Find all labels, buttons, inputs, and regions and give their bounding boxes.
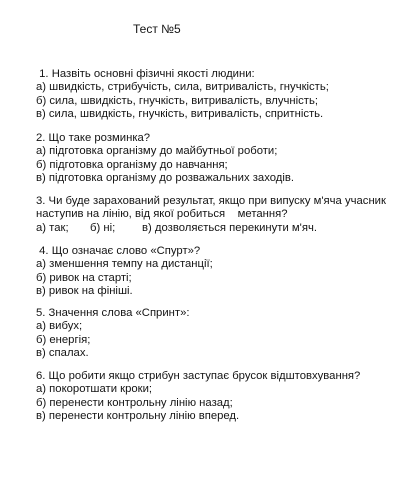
- question-4: [36, 245, 401, 298]
- question-4-text: 4. Що означає слово «Спурт»?: [36, 245, 201, 257]
- question-5-option-c: в) спалах.: [36, 346, 89, 359]
- question-5: [36, 307, 401, 360]
- question-2-text: 2. Що таке розминка?: [36, 132, 151, 144]
- question-3-option-c: в) дозволяється перекинути м'яч.: [142, 221, 317, 234]
- question-5-option-a: а) вибух;: [36, 320, 83, 333]
- question-1: [36, 68, 401, 121]
- question-1-option-a: а) швидкість, стрибучість, сила, витривалість, гнучкість;: [36, 81, 329, 94]
- question-1-text: 1. Назвіть основні фізичні якості людини:: [36, 68, 255, 80]
- question-1-option-b: б) сила, швидкість, гнучкість, витривалість, влучність;: [36, 94, 319, 107]
- question-3-option-a: а) так;: [36, 221, 69, 234]
- question-3-text-line-2: наступив на лінію, від якої робиться метання?: [36, 208, 288, 221]
- question-3-options: [36, 222, 401, 235]
- question-1-option-c: в) сила, швидкість, гнучкість, витривалість, спритність.: [36, 107, 324, 120]
- question-2-option-b: б) підготовка організму до навчання;: [36, 158, 228, 171]
- question-6: [36, 370, 401, 423]
- question-6-option-c: в) перенести контрольну лінію вперед.: [36, 409, 240, 422]
- question-2-option-c: в) підготовка організму до розважальних заходів.: [36, 171, 295, 184]
- question-5-text: 5. Значення слова «Спринт»:: [36, 307, 190, 319]
- question-2-option-a: а) підготовка організму до майбутньої роботи;: [36, 145, 278, 158]
- question-6-option-b: б) перенести контрольну лінію назад;: [36, 396, 233, 409]
- question-6-option-a: а) покоротшати кроки;: [36, 383, 153, 396]
- question-4-option-a: а) зменшення темпу на дистанції;: [36, 258, 213, 271]
- question-4-option-b: б) ривок на старті;: [36, 271, 132, 284]
- document-title: Тест №5: [133, 22, 181, 36]
- question-6-text: 6. Що робити якщо стрибун заступає брусок відштовхування?: [36, 370, 361, 382]
- question-4-option-c: в) ривок на фініші.: [36, 284, 133, 297]
- question-3: [36, 195, 401, 235]
- question-3-text-line-1: 3. Чи буде зарахований результат, якщо при випуску м'яча учасник: [36, 195, 386, 207]
- question-3-option-b: б) ні;: [90, 221, 116, 234]
- question-2: [36, 132, 401, 185]
- question-5-option-b: б) енергія;: [36, 333, 91, 346]
